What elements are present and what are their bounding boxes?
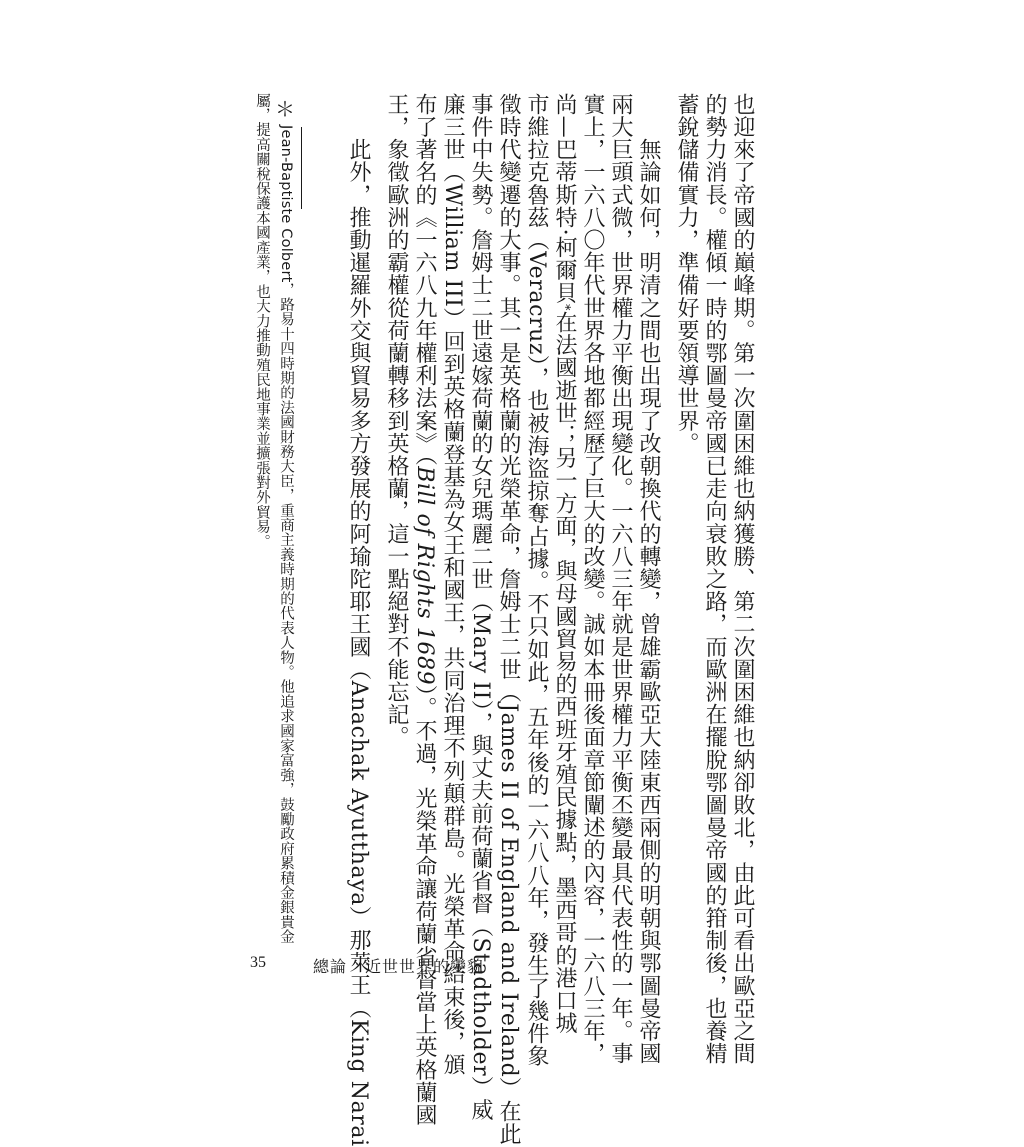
body-line: 此外，推動暹羅外交與貿易多方發展的阿瑜陀耶王國（Anachak Ayutthaya）那萊王（King Narai bbox=[346, 93, 371, 1147]
footnote-divider bbox=[301, 127, 302, 209]
body-column-13 bbox=[381, 93, 411, 748]
body-column-5 bbox=[605, 93, 635, 1065]
body-line: 事件中失勢。詹姆士二世遠嫁荷蘭的女兒瑪麗二世（Mary II），與丈夫前荷蘭省督（Stadtholder）威 bbox=[468, 93, 493, 1122]
footnote-text: 屬，提高關稅保護本國產業，也大力推動殖民地事業並擴張對外貿易。 bbox=[254, 93, 270, 549]
body-column-6 bbox=[577, 93, 607, 1065]
body-line: 尚—巴蒂斯特·柯爾貝 bbox=[552, 93, 577, 304]
body-column-14 bbox=[343, 93, 373, 1147]
footnote-marker: ＊ bbox=[275, 97, 295, 121]
body-column-8 bbox=[521, 93, 551, 1067]
body-column-9 bbox=[493, 93, 523, 1145]
footnote-line-2 bbox=[252, 93, 272, 549]
chapter-title: 近世世界的變貌 bbox=[365, 957, 485, 976]
body-column-11 bbox=[437, 93, 467, 1076]
body-line: 無論如何，明清之間也出現了改朝換代的轉變，曾雄霸歐亞大陸東西兩側的明朝與鄂圖曼帝國 bbox=[636, 93, 661, 1065]
body-column-7 bbox=[549, 93, 579, 1034]
page-number: 35 bbox=[250, 954, 266, 971]
body-line: 徵時代變遷的大事。其一是英格蘭的光榮革命，詹姆士二世（James II of England and Ireland）在此 bbox=[496, 93, 521, 1146]
body-line: 在法國逝世；另一方面，與母國貿易的西班牙殖民據點，墨西哥的港口城 bbox=[552, 311, 577, 1035]
body-line: 廉三世（William III）回到英格蘭登基為女王和國王，共同治理不列顛群島。光榮革命結束後，頒 bbox=[440, 93, 465, 1076]
body-line: 實上，一六八〇年代世界各地都經歷了巨大的改變。誠如本冊後面章節闡述的內容，一六八三年， bbox=[580, 93, 605, 1065]
body-column-3 bbox=[671, 93, 701, 455]
body-column-4 bbox=[633, 93, 663, 1065]
italic-title: Bill of Rights 1689 bbox=[412, 466, 437, 686]
body-column-2 bbox=[699, 93, 729, 1065]
body-line: 的勢力消長。權傾一時的鄂圖曼帝國已走向衰敗之路，而歐洲在擺脫鄂圖曼帝國的箝制後，也養精 bbox=[702, 93, 727, 1065]
footnote-line-1 bbox=[276, 125, 296, 944]
body-line: 王，象徵歐洲的霸權從荷蘭轉移到英格蘭，這一點絕對不能忘記。 bbox=[384, 93, 409, 749]
body-line: 兩大巨頭式微，世界權力平衡出現變化。一六八三年就是世界權力平衡丕變最具代表性的一年。事 bbox=[608, 93, 633, 1065]
body-line: 市維拉克魯茲（Veracruz），也被海盜掠奪占據。不只如此，五年後的一六八八年，發生了幾件象 bbox=[524, 93, 549, 1068]
running-head bbox=[313, 954, 484, 977]
section-title: 總論 bbox=[313, 957, 348, 976]
footnote-reference: * bbox=[557, 304, 572, 312]
body-line: 也迎來了帝國的巔峰期。第一次圍困維也納獲勝、第二次圍困維也納卻敗北，由此可看出歐亞之間 bbox=[730, 93, 755, 1065]
body-column-1 bbox=[727, 93, 757, 1065]
body-line: 布了著名的《一六八九年權利法案》（ bbox=[412, 93, 437, 467]
footnote-text: Jean-Baptiste Colbert，路易十四時期的法國財務大臣，重商主義時期的代表人物。他追求國家富強，鼓勵政府累積金銀貴金 bbox=[278, 125, 294, 945]
body-line: 蓄銳儲備實力，準備好要領導世界。 bbox=[674, 93, 699, 455]
body-line: ）。不過，光榮革命讓荷蘭省督當上英格蘭國 bbox=[412, 685, 437, 1127]
